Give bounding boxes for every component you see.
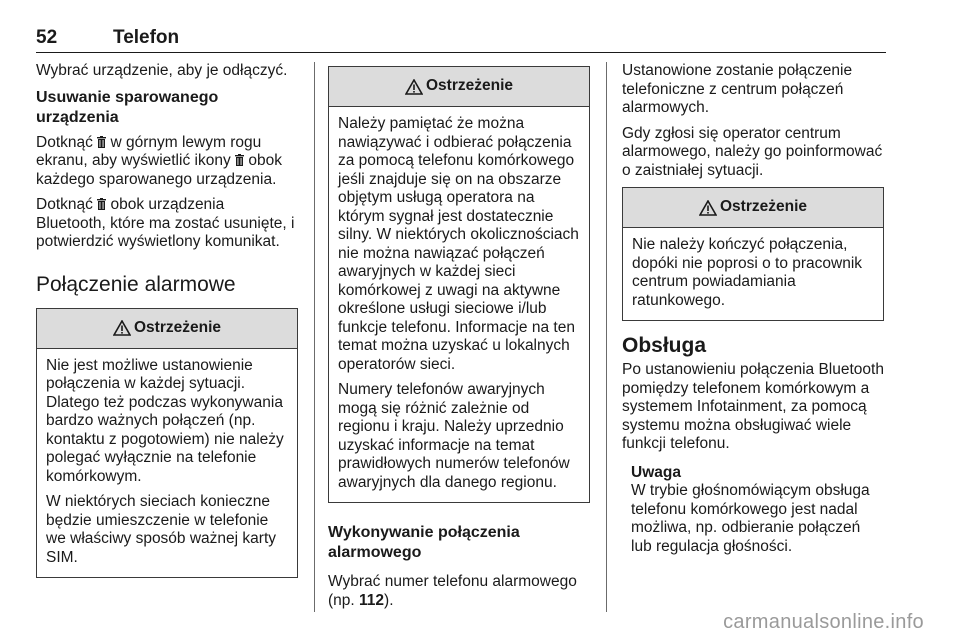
warning-text: Należy pamiętać że można nawiązywać i odbierać połączenia za pomocą telefonu komórkowego jeśli znajduje się on na obszarze objętym usługą operatora na którym sygnał jest dostatecznie silny. W niektórych okolicznościach nie można nawiązać połączeń awaryjnych w każdej sieci komórkowej z uwagi na aktywne określone usługi sieciowe i/lub funkcje telefonu. Informacje na ten temat można uzyskać u lokalnych operatorów sieci. bbox=[338, 115, 579, 373]
body-text: Ustanowione zostanie połączenie telefoniczne z centrum połączeń alarmowych. bbox=[622, 62, 853, 116]
warning-header bbox=[329, 67, 589, 107]
remove-device-heading: Usuwanie sparowanego urządzenia bbox=[36, 88, 219, 126]
column-divider-1 bbox=[314, 62, 315, 612]
page-number: 52 bbox=[36, 27, 58, 48]
remove-step-1: Dotknąć w górnym lewym rogu ekranu, aby wyświetlić ikony obok każdego sparowanego urządzenia. bbox=[36, 133, 282, 188]
warning-triangle-icon bbox=[405, 79, 423, 95]
column-divider-2 bbox=[606, 62, 607, 612]
watermark: carmanualsonline.info bbox=[723, 611, 924, 633]
column-3 bbox=[622, 62, 884, 556]
body-text: Gdy zgłosi się operator centrum alarmowego, należy go poinformować o zaistniałej sytuacji. bbox=[622, 124, 883, 179]
emergency-number: 112 bbox=[359, 591, 385, 609]
note-text: W trybie głośnomówiącym obsługa telefonu komórkowego jest nadal możliwa, np. odbieranie połączeń lub regulacja głośności. bbox=[631, 482, 870, 555]
trash-icon bbox=[97, 136, 106, 148]
remove-step-2: Dotknąć obok urządzenia Bluetooth, które ma zostać usunięte, i potwierdzić wyświetlony komunikat. bbox=[36, 196, 295, 250]
operation-text: Po ustanowieniu połączenia Bluetooth pomiędzy telefonem komórkowym a systemem Infotainment, za pomocą systemu można obsługiwać wiele funkcji telefonu. bbox=[622, 361, 884, 452]
note-box bbox=[622, 464, 884, 557]
warning-title: Ostrzeżenie bbox=[719, 198, 807, 216]
page-header bbox=[36, 27, 886, 53]
make-emergency-call-heading: Wykonywanie połączenia alarmowego bbox=[328, 524, 520, 561]
warning-header bbox=[623, 188, 883, 228]
column-2 bbox=[328, 62, 590, 617]
note-title: Uwaga bbox=[631, 463, 681, 481]
trash-icon bbox=[97, 198, 106, 210]
warning-triangle-icon bbox=[699, 200, 717, 216]
emergency-call-instruction: Wybrać numer telefonu alarmowego (np. 112). bbox=[328, 573, 577, 609]
warning-title: Ostrzeżenie bbox=[425, 77, 513, 95]
warning-text: Numery telefonów awaryjnych mogą się różnić zależnie od regionu i kraju. Należy uprzednio uzyskać informacje na temat prawidłowych numerów telefonów awaryjnych dla danego regionu. bbox=[338, 381, 570, 491]
column-1 bbox=[36, 62, 298, 590]
warning-triangle-icon bbox=[113, 320, 131, 336]
warning-header bbox=[37, 309, 297, 349]
warning-text: W niektórych sieciach konieczne będzie umieszczenie w telefonie we właściwy sposób ważnej karty SIM. bbox=[46, 493, 277, 566]
emergency-call-heading: Połączenie alarmowe bbox=[36, 272, 236, 296]
operation-heading: Obsługa bbox=[622, 334, 707, 357]
intro-text: Wybrać urządzenie, aby je odłączyć. bbox=[36, 62, 288, 79]
chapter-title: Telefon bbox=[113, 27, 180, 48]
warning-box bbox=[622, 187, 884, 321]
warning-title: Ostrzeżenie bbox=[133, 318, 221, 336]
warning-text: Nie jest możliwe ustanowienie połączenia w każdej sytuacji. Dlatego też podczas wykonywania bardzo ważnych połączeń (np. kontaktu z pogotowiem) nie należy polegać wyłącznie na telefonie komórkowym. bbox=[46, 356, 284, 485]
warning-box bbox=[36, 308, 298, 579]
warning-box bbox=[328, 66, 590, 503]
trash-icon bbox=[235, 154, 244, 166]
warning-text: Nie należy kończyć połączenia, dopóki nie poprosi o to pracownik centrum powiadamiania ratunkowego. bbox=[632, 236, 863, 309]
